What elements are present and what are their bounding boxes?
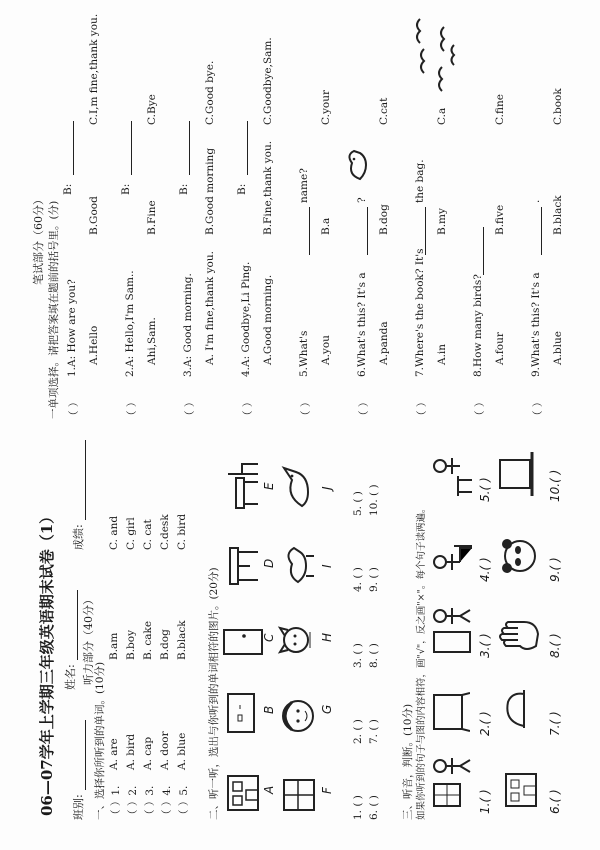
picture-house-window: [280, 774, 318, 814]
option: A.Hello: [88, 325, 100, 365]
option-a: A. bird: [125, 733, 137, 770]
option: B.dog: [378, 204, 390, 235]
picture-door: [222, 624, 266, 658]
picture-hand: [498, 612, 542, 656]
judge-blank[interactable]: 6.( ): [548, 789, 562, 814]
option: B.black: [552, 195, 564, 235]
answer-blank[interactable]: 6. ( ): [368, 795, 380, 820]
option-b: B. cake: [142, 620, 154, 660]
option-b: B.boy: [125, 629, 137, 660]
option-c: C. cat: [142, 519, 154, 550]
picture-dog-small: [340, 145, 376, 185]
question-text: 3.A: Good morning.: [182, 273, 194, 377]
option-c: C. girl: [125, 517, 137, 550]
option: B.my: [436, 208, 448, 235]
question-tail: name?: [298, 168, 310, 203]
judge-blank[interactable]: 10.( ): [548, 469, 562, 502]
option: B.five: [494, 204, 506, 235]
answer-paren[interactable]: （ ）: [532, 396, 544, 421]
answer-paren[interactable]: （ ）1.: [110, 785, 122, 820]
answer-paren[interactable]: （ ）: [184, 396, 196, 421]
answer-paren[interactable]: （ ）: [68, 396, 80, 421]
picture-door-man: [430, 600, 476, 656]
section3-instruction: 三、听音，判断。(10分): [402, 703, 414, 820]
name-field[interactable]: [62, 590, 78, 690]
listening-header: 听力部分（40分）: [82, 594, 95, 685]
exam-title: 06—07学年上学期三年级英语期末试卷（1）: [38, 508, 56, 816]
judge-blank[interactable]: 5.( ): [478, 477, 492, 502]
question-text: 5.What's: [298, 330, 310, 377]
option: A.four: [494, 332, 506, 365]
question-tail: the bag.: [414, 159, 426, 203]
answer-paren[interactable]: （ ）: [242, 396, 254, 421]
picture-man-chair: [430, 524, 476, 580]
option-b: B.am: [108, 632, 120, 660]
answer-blank[interactable]: 2. ( ): [352, 719, 364, 744]
picture-girl-face: [276, 694, 318, 738]
picture-cat: [276, 618, 318, 662]
reply-label: B:: [62, 183, 74, 195]
answer-paren[interactable]: （ ）4.: [161, 785, 173, 820]
option: C.Good bye.: [204, 60, 216, 125]
written-header: 笔试部分（60分）: [32, 194, 45, 285]
picture-letter: E: [262, 482, 276, 490]
answer-blank[interactable]: 7. ( ): [368, 719, 380, 744]
judge-blank[interactable]: 3.( ): [478, 633, 492, 658]
picture-letter: B: [262, 705, 276, 714]
option-b: B.dog: [159, 629, 171, 660]
picture-blackboard2: [430, 686, 470, 732]
answer-blank[interactable]: 3. ( ): [352, 643, 364, 668]
answer-paren[interactable]: （ ）3.: [144, 785, 156, 820]
answer-blank[interactable]: 1. ( ): [352, 795, 364, 820]
picture-house2: [500, 764, 542, 810]
judge-blank[interactable]: 8.( ): [548, 633, 562, 658]
picture-man-desk: [430, 444, 476, 500]
option: C.a: [436, 107, 448, 125]
answer-blank[interactable]: 10. ( ): [368, 484, 380, 516]
option: C.cat: [378, 97, 390, 125]
answer-paren[interactable]: （ ）: [300, 396, 312, 421]
picture-letter: G: [320, 704, 334, 714]
picture-letter: J: [320, 486, 334, 490]
name-label: 姓名:: [64, 664, 77, 690]
judge-blank[interactable]: 9.( ): [548, 557, 562, 582]
answer-blank[interactable]: 5. ( ): [352, 491, 364, 516]
option: C.Bye: [146, 94, 158, 125]
question-text: 6.What's this? It's a: [356, 272, 368, 377]
reply-label: B:: [236, 183, 248, 195]
picture-letter: F: [320, 787, 334, 794]
question-text: 7.Where's the book? It's: [414, 248, 426, 377]
option: A. I'm fine,thank you.: [204, 251, 216, 365]
reply-blank[interactable]: [178, 121, 190, 175]
option-c: C. and: [108, 515, 120, 550]
answer-paren[interactable]: （ ）2.: [127, 785, 139, 820]
option-c: C.desk: [159, 514, 171, 550]
picture-letter: C: [262, 633, 276, 642]
picture-cap: [500, 686, 536, 732]
picture-letter: D: [262, 558, 276, 568]
question-tail: ?: [356, 197, 368, 203]
option-a: A. cap: [142, 736, 154, 770]
question-text: 2.A: Hello,I'm Sam..: [124, 270, 136, 377]
answer-paren[interactable]: （ ）: [358, 396, 370, 421]
option: B.Fine: [146, 200, 158, 235]
judge-blank[interactable]: 2.( ): [478, 711, 492, 736]
option-a: A. door: [159, 731, 171, 770]
picture-chair-desk: [222, 460, 262, 512]
reply-label: B:: [178, 183, 190, 195]
left-page: [0, 425, 600, 850]
picture-bird: [276, 462, 318, 512]
question-tail: .: [530, 199, 542, 203]
picture-blackboard: [222, 689, 262, 735]
question-text: 4.A: Goodbye,Li Ping.: [240, 261, 252, 377]
fill-blank[interactable]: [472, 227, 484, 275]
question-text: 9.What's this? It's a: [530, 272, 542, 377]
picture-house: [222, 770, 262, 814]
option-c: C. bird: [176, 513, 188, 550]
option: A.you: [320, 335, 332, 365]
picture-letter: A: [262, 785, 276, 794]
option: A.Good morning.: [262, 274, 274, 365]
picture-dog: [276, 540, 318, 588]
option: A.panda: [378, 321, 390, 365]
option: A.in: [436, 343, 448, 365]
option: C.Goodbye,Sam.: [262, 37, 274, 125]
score-label: 成绩:: [72, 524, 85, 550]
answer-blank[interactable]: 4. ( ): [352, 567, 364, 592]
answer-paren[interactable]: （ ）5.: [178, 785, 190, 820]
picture-letter: I: [320, 564, 334, 568]
picture-panda: [498, 530, 542, 580]
answer-paren[interactable]: （ ）: [126, 396, 138, 421]
option: C.fine: [494, 94, 506, 125]
section3-instruction2: 如果你听到的句子与图的内容相符，画"√"，反之画"×"。每个句子读两遍。: [416, 503, 427, 820]
score-field[interactable]: [70, 440, 86, 550]
option: C.I,m fine,thank you.: [88, 13, 100, 125]
class-field[interactable]: [70, 720, 86, 820]
option: C.book: [552, 88, 564, 125]
fill-blank[interactable]: [356, 207, 368, 255]
reply-blank[interactable]: [62, 121, 74, 175]
reply-label: B:: [120, 183, 132, 195]
section2-instruction: 二、听一听，选出与你听到的单词相符的图片。(20分): [208, 567, 220, 820]
question-text: 1.A: How are you?: [66, 279, 78, 377]
option: B.Fine,thank you.: [262, 140, 274, 235]
answer-blank[interactable]: 9. ( ): [368, 567, 380, 592]
option-a: A. blue: [176, 732, 188, 770]
fill-blank[interactable]: [530, 207, 542, 255]
option: A.blue: [552, 331, 564, 365]
picture-birds-flock: [412, 15, 462, 95]
option: Ahi,Sam.: [146, 317, 158, 365]
class-label: 班别:: [72, 794, 85, 820]
option: B.Good morning: [204, 147, 216, 235]
option: C.your: [320, 89, 332, 125]
answer-paren[interactable]: （ ）: [474, 396, 486, 421]
judge-blank[interactable]: 7.( ): [548, 711, 562, 736]
picture-hat: [496, 446, 542, 500]
picture-letter: H: [320, 632, 334, 642]
question-text: 8.How many birds?: [472, 274, 484, 377]
answer-paren[interactable]: （ ）: [416, 396, 428, 421]
option: B.a: [320, 217, 332, 235]
answer-blank[interactable]: 8. ( ): [368, 643, 380, 668]
picture-boy-window: [430, 750, 474, 810]
reply-blank[interactable]: [120, 121, 132, 175]
judge-blank[interactable]: 1.( ): [478, 789, 492, 814]
option-a: A. are: [108, 738, 120, 770]
written-instruction: 一单项选择。请把答案填在题前的括号里。(分): [48, 200, 60, 419]
reply-blank[interactable]: [236, 121, 248, 175]
option-b: B.black: [176, 620, 188, 660]
option: B.Good: [88, 196, 100, 235]
fill-blank[interactable]: [298, 207, 310, 255]
fill-blank[interactable]: [414, 207, 426, 255]
section1-instruction: 一、选择你所听到的单词。(10分): [94, 661, 106, 820]
judge-blank[interactable]: 4.( ): [478, 557, 492, 582]
picture-desk: [222, 540, 262, 588]
